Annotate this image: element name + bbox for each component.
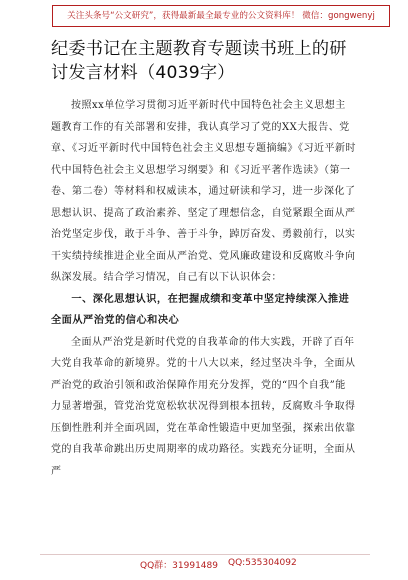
section-paragraph: 全面从严治党是新时代党的自我革命的伟大实践，开辟了百年大党自我革命的新境界。党的十八大以来，经过坚决斗争，全面从严治党的政治引领和政治保障作用充分发挥，党的“四个自我”能力显著增强，管党治党宽松软状况得到根本扭转，反腐败斗争取得压倒性胜利并全面巩固，党在革命性锻造中更加坚强，探索出依靠党的自我革命跳出历史周期率的成功路径。实践充分证明，全面从严 [51,336,356,477]
page-footer [0,558,408,574]
footer-divider [40,554,370,555]
qq-group-text: QQ群：31991489 [140,561,218,571]
top-banner: 关注头条号“公文研究”，获得最新最全最专业的公文资料库！ 微信：gongwenyj [52,5,390,27]
qq-contact-text: QQ:535304092 [228,558,297,568]
document-title: 纪委书记在主题教育专题读书班上的研讨发言材料（4039字） [51,39,347,83]
section-heading: 一、深化思想认识，在把握成绩和变革中坚定持续深入推进全面从严治党的信心和决心 [51,293,350,326]
document-body [51,95,356,482]
intro-paragraph: 按照xx单位学习贯彻习近平新时代中国特色社会主义思想主题教育工作的有关部署和安排，我认真学习了党的XX大报告、党章、《习近平新时代中国特色社会主义思想专题摘编》《习近平新时代中国特色社会主义思想学习纲要》和《习近平著作选读》（第一卷、第二卷）等材料和权威读本，通过研读和学习，进一步深化了思想认识、提高了政治素养、坚定了理想信念，自觉紧跟全面从严治党坚定步伐，敢于斗争、善于斗争，踔厉奋发、勇毅前行，以实干实绩持续推进企业全面从严治党、党风廉政建设和反腐败斗争向纵深发展。结合学习情况，自己有以下认识体会： [51,100,356,283]
